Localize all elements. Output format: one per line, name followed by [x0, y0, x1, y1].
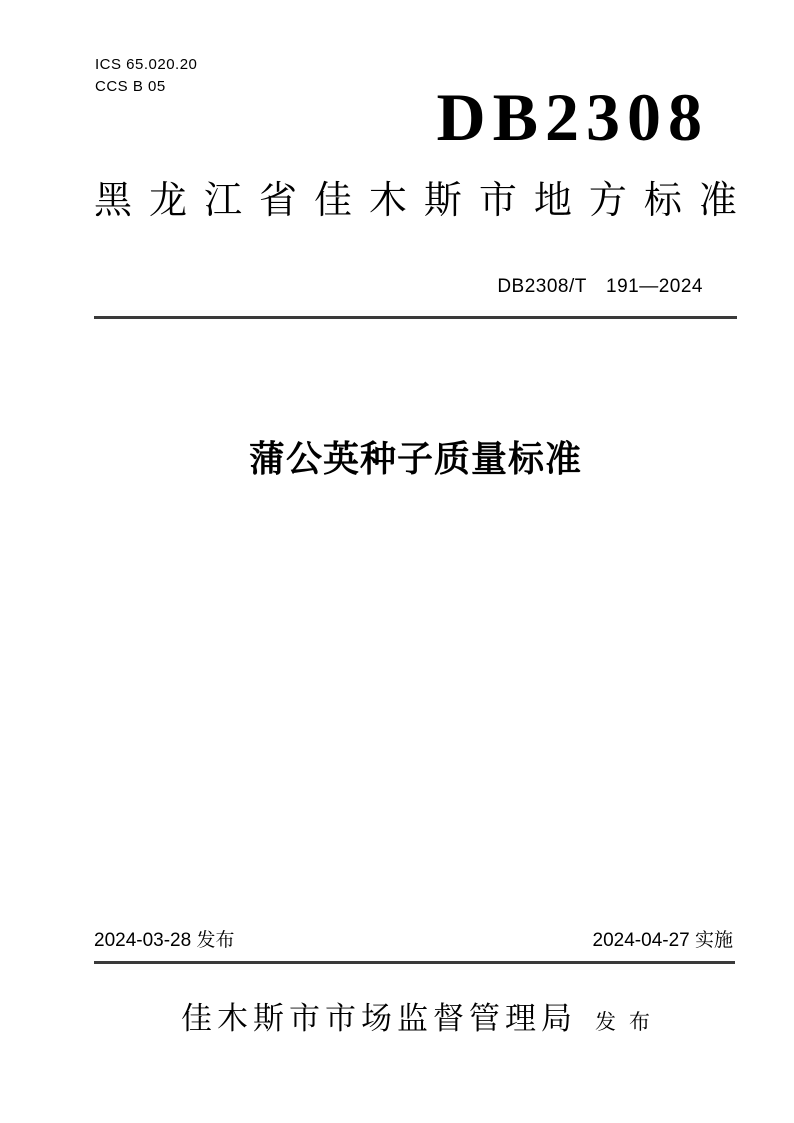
- publish-label: 发布: [595, 1011, 663, 1034]
- ccs-code: CCS B 05: [95, 78, 166, 95]
- ics-classification-block: [95, 54, 197, 98]
- standard-prefix-code: DB2308: [436, 79, 709, 155]
- dates-row: [94, 927, 737, 956]
- org-title-char: 江: [203, 180, 242, 222]
- standard-number: DB2308/T 191—2024: [497, 276, 703, 297]
- org-title-char: 龙: [148, 180, 187, 222]
- org-title-char: 市: [478, 180, 517, 222]
- org-title-char: 方: [588, 180, 627, 222]
- publisher-row: [94, 1000, 737, 1039]
- org-title-char: 黑: [94, 180, 133, 222]
- header-divider-line: [94, 316, 737, 319]
- issue-date: 2024-03-28 发布: [94, 930, 235, 951]
- org-title-char: 斯: [423, 180, 462, 222]
- org-title-char: 标: [643, 180, 682, 222]
- org-title-char: 佳: [313, 180, 352, 222]
- org-title-char: 木: [368, 180, 407, 222]
- org-title-char: 地: [533, 180, 572, 222]
- org-title-char: 省: [258, 180, 297, 222]
- standard-org-title: [94, 180, 737, 224]
- footer-divider-line: [94, 961, 735, 964]
- org-title-char: 准: [698, 180, 737, 222]
- ics-code: ICS 65.020.20: [95, 56, 198, 73]
- publisher-name: 佳木斯市市场监督管理局: [181, 1001, 577, 1036]
- implementation-date: 2024-04-27 实施: [592, 930, 733, 951]
- document-title: 蒲公英种子质量标准: [248, 438, 582, 479]
